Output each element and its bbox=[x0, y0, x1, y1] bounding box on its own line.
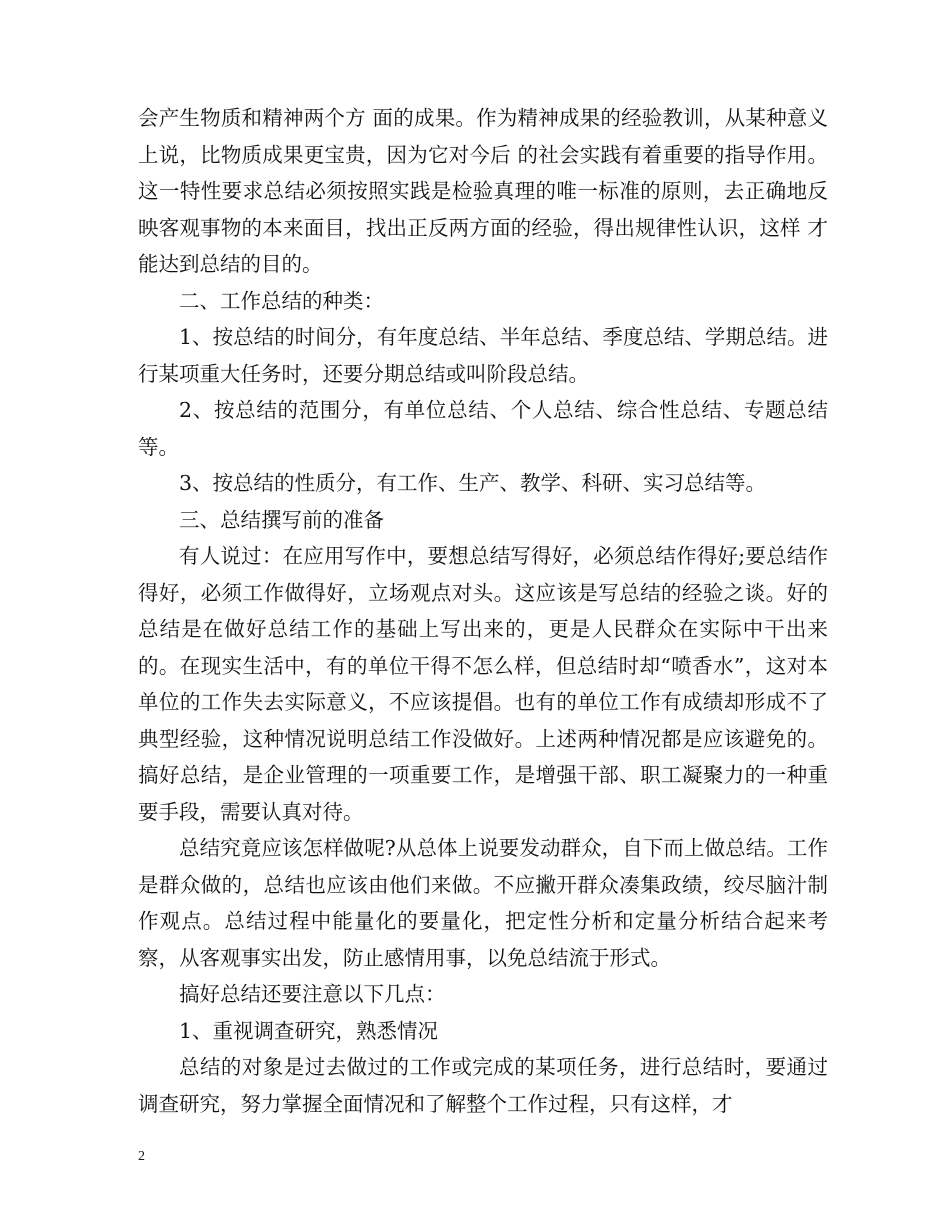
paragraph-4: 2、按总结的范围分，有单位总结、个人总结、综合性总结、专题总结等。 bbox=[138, 398, 828, 459]
paragraph-5: 3、按总结的性质分，有工作、生产、教学、科研、实习总结等。 bbox=[179, 471, 767, 495]
page-number: 2 bbox=[138, 1149, 145, 1164]
paragraph-7: 有人说过：在应用写作中，要想总结写得好，必须总结作得好;要总结作得好，必须工作做得好，立场观点对头。这应该是写总结的经验之谈。好的总结是在做好总结工作的基础上写出来的，更是人民群众在实际中干出来的。在现实生活中，有的单位干得不怎么样，但总结时却“喷香水”，这对本单位的工作失去实际意义，不应该提倡。也有的单位工作有成绩却形成不了典型经验，这种情况说明总结工作没做好。上述两种情况都是应该避免的。搞好总结，是企业管理的一项重要工作，是增强干部、职工凝聚力的一种重要手段，需要认真对待。 bbox=[138, 544, 828, 824]
paragraph-1: 会产生物质和精神两个方 面的成果。作为精神成果的经验教训，从某种意义上说，比物质成果更宝贵，因为它对今后 的社会实践有着重要的指导作用。这一特性要求总结必须按照实践是检验真理的唯一标准的原则，去正确地反映客观事物的本来面目，找出正反两方面的经验，得出规律性认识，这样 才能达到总结的目的。 bbox=[138, 106, 828, 276]
paragraph-8: 总结究竟应该怎样做呢?从总体上说要发动群众，自下而上做总结。工作是群众做的，总结也应该由他们来做。不应撇开群众凑集政绩，绞尽脑汁制作观点。总结过程中能量化的要量化，把定性分析和定量分析结合起来考察，从客观事实出发，防止感情用事，以免总结流于形式。 bbox=[138, 836, 828, 970]
paragraph-2-heading-types: 二、工作总结的种类： bbox=[179, 288, 384, 313]
paragraph-10-subheading: 1、重视调查研究，熟悉情况 bbox=[179, 1018, 439, 1043]
body-text bbox=[138, 100, 828, 1122]
paragraph-6-heading-preparation: 三、总结撰写前的准备 bbox=[179, 507, 384, 532]
paragraph-3: 1、按总结的时间分，有年度总结、半年总结、季度总结、学期总结。进行某项重大任务时，还要分期总结或叫阶段总结。 bbox=[138, 325, 828, 386]
paragraph-11: 总结的对象是过去做过的工作或完成的某项任务，进行总结时，要通过调查研究，努力掌握全面情况和了解整个工作过程，只有这样，才 bbox=[138, 1055, 828, 1116]
paragraph-9: 搞好总结还要注意以下几点： bbox=[179, 982, 446, 1006]
